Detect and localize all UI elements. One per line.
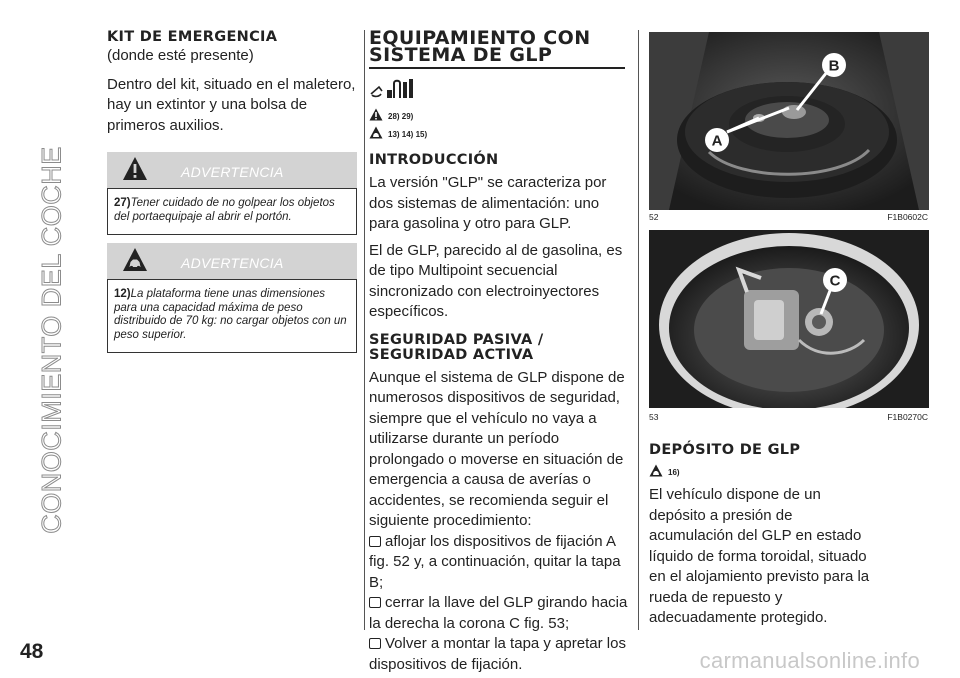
warning-ref: 27) — [114, 197, 131, 209]
warning-title: ADVERTENCIA — [181, 255, 284, 271]
figure-number: 52 — [649, 212, 659, 222]
figure-53-photo — [649, 230, 929, 408]
bullet-icon — [369, 597, 381, 608]
list-item-text: Volver a montar la tapa y apretar los dispositivos de fijación. — [369, 635, 626, 673]
warning-body — [107, 188, 357, 235]
paragraph: Dentro del kit, situado en el maletero, hay un extintor y una bolsa de primeros auxilios. — [107, 75, 356, 134]
vehicle-warning-icon — [369, 126, 383, 139]
column-divider — [638, 30, 639, 630]
section-subheading: (donde esté presente) — [107, 47, 254, 64]
section-heading: KIT DE EMERGENCIA — [107, 29, 278, 45]
warning-refs: 13) 14) 15) — [388, 130, 428, 139]
chapter-title-line: EQUIPAMIENTO CON — [369, 27, 591, 49]
column-3-text — [649, 443, 929, 629]
warning-refs: 16) — [668, 468, 680, 477]
warning-block — [107, 152, 357, 235]
list-item — [369, 634, 629, 675]
lpg-icon — [369, 77, 629, 108]
figure-label-b: B — [828, 57, 840, 75]
column-2 — [369, 27, 629, 675]
list-item-text: aflojar los dispositivos de fijación A fig. 52 y, a continuación, quitar la tapa B; — [369, 532, 621, 591]
section-heading-line: SEGURIDAD PASIVA / — [369, 331, 544, 348]
paragraph: La versión "GLP" se caracteriza por dos sistemas de alimentación: uno para gasolina y otro para GLP. — [369, 174, 607, 232]
figure-52-photo — [649, 32, 929, 210]
section-heading: INTRODUCCIÓN — [369, 152, 499, 168]
warning-header — [107, 243, 357, 279]
warning-block — [107, 243, 357, 353]
section-heading — [369, 333, 629, 363]
section-heading: DEPÓSITO DE GLP — [649, 442, 801, 458]
bullet-icon — [369, 638, 381, 649]
section-heading-line: SEGURIDAD ACTIVA — [369, 346, 534, 363]
figure-label-c: C — [829, 272, 841, 290]
paragraph: El vehículo dispone de un depósito a presión de acumulación del GLP en estado líquido de forma toroidal, situado en el alojamiento previsto para la rueda de repuesto y adecuadamente protegido. — [649, 486, 870, 626]
list-item-text: cerrar la llave del GLP girando hacia la derecha la corona C fig. 53; — [369, 594, 628, 632]
paragraph: El de GLP, parecido al de gasolina, es de tipo Multipoint secuencial sincronizado con electroinyectores específicos. — [369, 241, 623, 320]
reference-row — [649, 464, 929, 477]
warning-text: La plataforma tiene unas dimensiones para una capacidad máxima de peso distribuido de 70 kg: no cargar objetos con un peso superior. — [114, 288, 347, 341]
column-1 — [107, 30, 357, 353]
warning-triangle-icon — [369, 108, 383, 121]
vehicle-warning-icon — [122, 247, 148, 273]
chapter-title — [369, 27, 629, 66]
figure-code: F1B0602C — [887, 212, 928, 222]
watermark: carmanualsonline.info — [699, 648, 920, 673]
reference-row — [369, 108, 629, 121]
warning-text: Tener cuidado de no golpear los objetos del portaequipaje al abrir el portón. — [114, 197, 335, 223]
warning-ref: 12) — [114, 288, 131, 300]
warning-header — [107, 152, 357, 188]
bullet-icon — [369, 536, 381, 547]
warning-body — [107, 279, 357, 353]
warning-refs: 28) 29) — [388, 112, 414, 121]
list-item — [369, 532, 629, 594]
figure-code: F1B0270C — [887, 412, 928, 422]
figure-number: 53 — [649, 412, 659, 422]
warning-triangle-icon — [122, 156, 148, 182]
column-divider — [364, 30, 365, 630]
reference-row — [369, 126, 629, 139]
chapter-title-line: SISTEMA DE GLP — [369, 44, 553, 66]
figure-label-a: A — [711, 132, 723, 150]
warning-title: ADVERTENCIA — [181, 164, 284, 180]
paragraph: Aunque el sistema de GLP dispone de numerosos dispositivos de seguridad, siempre que el vehículo no vaya a utilizarse durante un período prolongado o moverse en situación de emergencia a causa de averías o accidentes, se recomienda seguir el siguiente procedimiento: — [369, 368, 625, 529]
page-number: 48 — [20, 640, 44, 663]
list-item — [369, 593, 629, 634]
side-section-title: CONOCIMIENTO DEL COCHE — [36, 146, 67, 534]
title-rule — [369, 67, 625, 69]
vehicle-warning-icon — [649, 464, 663, 477]
